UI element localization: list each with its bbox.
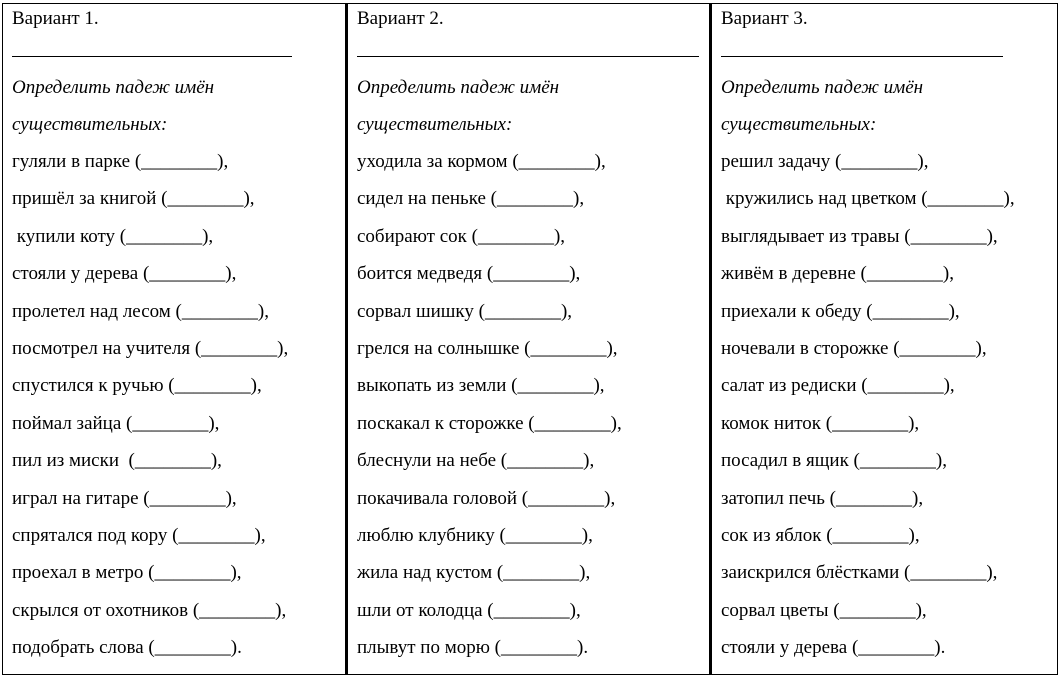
exercise-item: подобрать слова (________). [12,637,242,659]
exercise-item: посадил в ящик (________), [721,450,947,472]
exercise-item: сорвал шишку (________), [357,300,573,322]
variant-column-3 [710,3,1058,675]
exercise-item: купили коту (________), [12,225,214,247]
exercise-item: играл на гитаре (________), [12,487,237,509]
task-heading-line1: Определить падеж имён [357,77,560,98]
exercise-item: собирают сок (________), [357,225,566,247]
exercise-item: выглядывает из травы (________), [721,225,998,247]
exercise-item: стояли у дерева (________), [12,263,237,285]
exercise-item: затопил печь (________), [721,487,924,509]
exercise-item: боится медведя (________), [357,263,581,285]
variant-title: Вариант 1. [12,8,99,29]
exercise-item: плывут по морю (________). [357,637,589,659]
exercise-item: жила над кустом (________), [357,562,591,584]
exercise-item: приехали к обеду (________), [721,300,960,322]
name-blank-line [357,30,699,57]
exercise-item: сорвал цветы (________), [721,599,927,621]
exercise-item: заискрился блёстками (________), [721,562,998,584]
exercise-item: выкопать из земли (________), [357,375,605,397]
exercise-item: шли от колодца (________), [357,599,581,621]
task-heading-line2: существительных: [12,114,168,135]
task-heading-line2: существительных: [721,114,877,135]
exercise-item: люблю клубнику (________), [357,525,593,547]
variant-title: Вариант 3. [721,8,808,29]
exercise-item: блеснули на небе (________), [357,450,595,472]
name-blank-line [12,30,292,57]
exercise-item: сок из яблок (________), [721,525,920,547]
variant-column-1 [2,3,346,675]
exercise-item: стояли у дерева (________). [721,637,946,659]
variant-column-2 [346,3,710,675]
exercise-item: покачивала головой (________), [357,487,616,509]
task-heading-line1: Определить падеж имён [12,77,215,98]
exercise-item: проехал в метро (________), [12,562,242,584]
exercise-item: посмотрел на учителя (________), [12,338,289,360]
exercise-item: салат из редиски (________), [721,375,955,397]
exercise-item: спрятался под кору (________), [12,525,266,547]
exercise-item: сидел на пеньке (________), [357,188,585,210]
exercise-item: грелся на солнышке (________), [357,338,618,360]
exercise-item: уходила за кормом (________), [357,151,606,172]
exercise-item: комок ниток (________), [721,412,920,434]
exercise-item: пролетел над лесом (________), [12,300,269,322]
task-heading-line1: Определить падеж имён [721,77,924,98]
exercise-item: кружились над цветком (________), [721,188,1015,210]
exercise-item: решил задачу (________), [721,151,929,172]
exercise-item: живём в деревне (________), [721,263,954,285]
exercise-item: скрылся от охотников (________), [12,599,287,621]
exercise-item: спустился к ручью (________), [12,375,262,397]
exercise-item: ночевали в сторожке (________), [721,338,987,360]
variant-title: Вариант 2. [357,8,444,29]
exercise-item: поскакал к сторожке (________), [357,412,622,434]
exercise-item: пил из миски (________), [12,450,222,472]
name-blank-line [721,30,1003,57]
task-heading-line2: существительных: [357,114,513,135]
exercise-item: поймал зайца (________), [12,412,220,434]
exercise-item: гуляли в парке (________), [12,151,229,172]
exercise-item: пришёл за книгой (________), [12,188,255,210]
